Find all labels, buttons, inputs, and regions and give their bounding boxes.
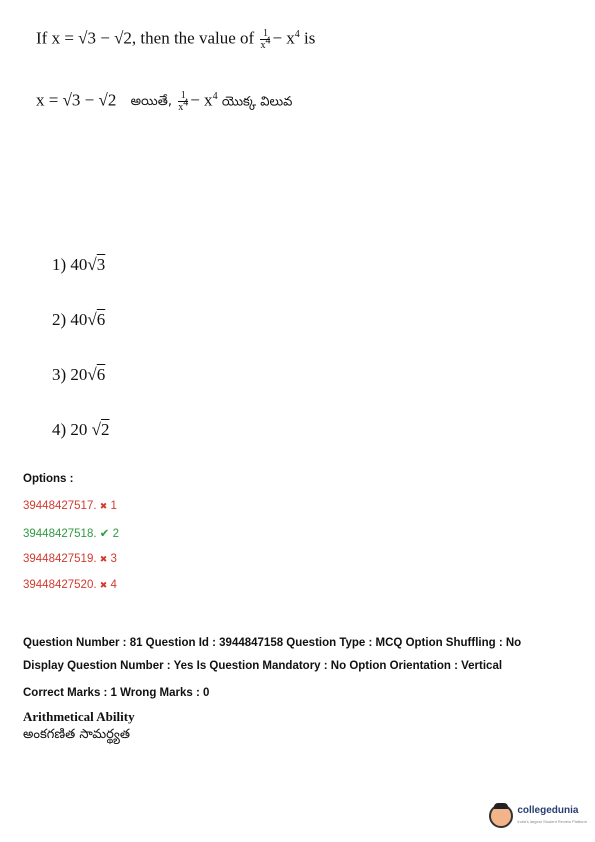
telugu-word-then: అయితే, — [130, 94, 172, 110]
minus-term-exponent: 4 — [294, 28, 300, 40]
choice-2 — [52, 310, 105, 330]
choice-3 — [52, 365, 105, 385]
telugu-word-value: యొక్క విలువ — [221, 94, 293, 110]
section-title-english: Arithmetical Ability — [23, 709, 135, 724]
option-id: 39448427520. — [23, 579, 97, 591]
mascot-icon — [489, 804, 513, 828]
cross-icon: ✖ — [99, 501, 108, 511]
logo-name: collegedunia — [517, 805, 579, 816]
options-label: Options : — [23, 473, 74, 485]
minus-term: − x — [272, 28, 295, 48]
logo-tagline: India's largest Student Review Platform — [517, 819, 587, 824]
sqrt-symbol: √2 — [91, 420, 110, 439]
cross-icon: ✖ — [99, 554, 108, 564]
telugu-fraction: $\frac{1}{x^4}$ — [178, 90, 189, 113]
choice-number: 4) — [52, 420, 67, 439]
option-id: 39448427519. — [23, 553, 97, 565]
choice-number: 2) — [52, 310, 67, 329]
option-id: 39448427517. — [23, 500, 97, 512]
sqrt-symbol: √6 — [87, 365, 106, 384]
meta-line-2: Display Question Number : Yes Is Question Mandatory : No Option Orientation : Vertical — [23, 660, 503, 672]
option-label: 1 — [110, 500, 117, 512]
choice-number: 1) — [52, 255, 67, 274]
sqrt-symbol: √6 — [87, 310, 106, 329]
option-label: 3 — [110, 553, 117, 565]
telugu-minus-term: − x — [190, 90, 213, 110]
choice-coefficient: 20 — [70, 365, 88, 384]
cross-icon: ✖ — [99, 580, 108, 590]
choice-coefficient: 40 — [70, 255, 88, 274]
option-row-3 — [23, 553, 117, 565]
meta-line-1: Question Number : 81 Question Id : 3944847158 Question Type : MCQ Option Shuffling : No — [23, 637, 522, 649]
option-label: 2 — [112, 528, 120, 540]
choice-1 — [52, 255, 105, 275]
fraction-denominator: $x^4$ — [260, 35, 271, 51]
question-suffix: is — [299, 28, 316, 48]
check-icon: ✔ — [99, 528, 110, 540]
question-prefix: If x = — [36, 28, 79, 48]
question-middle: then the value of — [136, 28, 259, 48]
choice-4 — [52, 420, 110, 440]
logo-text — [517, 805, 587, 827]
fraction — [260, 28, 270, 51]
question-telugu: x = √3 − √2 అయితే, $\frac{1}{x^4}$ − $x^4$ యొక్క విలువ — [36, 90, 293, 113]
fraction-numerator: 1 — [260, 28, 270, 40]
choice-number: 3) — [52, 365, 67, 384]
meta-line-3: Correct Marks : 1 Wrong Marks : 0 — [23, 687, 210, 699]
option-row-4 — [23, 579, 117, 591]
option-row-2 — [23, 526, 119, 540]
section-title-telugu: అంకగణిత సామర్థ్యత — [23, 727, 131, 742]
option-row-1 — [23, 500, 117, 512]
collegedunia-logo — [489, 804, 587, 828]
question-expression: √3 − √2, — [78, 28, 137, 48]
choice-coefficient: 40 — [70, 310, 88, 329]
question-english — [36, 28, 315, 51]
option-label: 4 — [110, 579, 117, 591]
telugu-expression: x = √3 − √2 — [36, 90, 117, 110]
choice-coefficient: 20 — [70, 420, 92, 439]
option-id: 39448427518. — [23, 528, 97, 540]
sqrt-symbol: √3 — [87, 255, 106, 274]
